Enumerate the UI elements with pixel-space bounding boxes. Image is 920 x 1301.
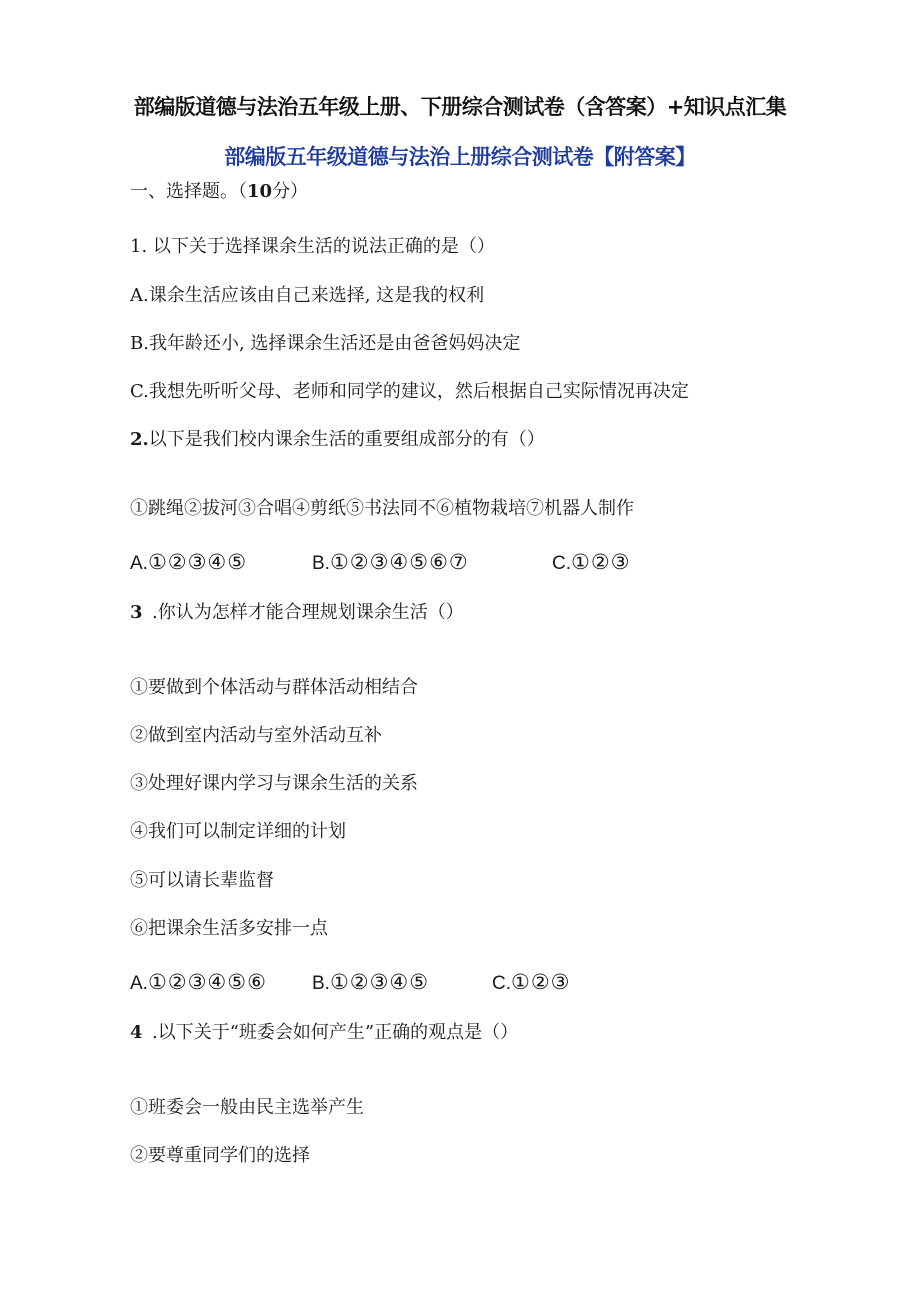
question-3-stem [130, 601, 464, 625]
question-2-option-a-letter: A. [130, 553, 148, 574]
question-3-item: ②做到室内活动与室外活动互补 [130, 725, 382, 746]
question-3-option-b [312, 969, 429, 997]
question-1-option-c: C.我想先听听父母、老师和同学的建议，然后根据自己实际情况再决定 [130, 381, 689, 402]
question-3-option-c-letter: C. [492, 973, 511, 994]
question-2-option-b-letter: B. [312, 553, 330, 574]
question-2-option-b [312, 549, 469, 577]
section-label: 一、选择题。（ [130, 181, 247, 202]
question-2-stem [130, 428, 545, 452]
question-3-item: ⑤可以请长辈监督 [130, 870, 274, 891]
question-3-option-b-text: ①②③④⑤ [329, 970, 430, 994]
question-1-option-a: A.课余生活应该由自己来选择, 这是我的权利 [130, 285, 485, 306]
question-4-text: .以下关于“班委会如何产生”正确的观点是（） [152, 1022, 519, 1043]
question-1-stem: 1. 以下关于选择课余生活的说法正确的是（） [130, 236, 495, 257]
document-title: 部编版道德与法治五年级上册、下册综合测试卷（含答案）+知识点汇集 [133, 95, 787, 119]
question-3-option-a-letter: A. [130, 973, 148, 994]
question-4-number: 4 [130, 1022, 143, 1043]
question-3-item: ⑥把课余生活多安排一点 [130, 918, 328, 939]
question-2-text: 以下是我们校内课余生活的重要组成部分的有（） [148, 429, 545, 450]
question-3-option-a [130, 969, 267, 997]
question-3-item: ④我们可以制定详细的计划 [130, 821, 346, 842]
question-2-number: 2. [130, 429, 149, 450]
test-subtitle: 部编版五年级道德与法治上册综合测试卷【附答案】 [224, 145, 696, 169]
question-4-item: ②要尊重同学们的选择 [130, 1145, 310, 1166]
question-1-option-b: B.我年龄还小, 选择课余生活还是由爸爸妈妈决定 [130, 333, 521, 354]
question-3-option-b-letter: B. [312, 973, 330, 994]
question-4-item: ①班委会一般由民主选举产生 [130, 1097, 364, 1118]
question-3-item: ③处理好课内学习与课余生活的关系 [130, 773, 418, 794]
question-3-text: .你认为怎样才能合理规划课余生活（） [152, 602, 464, 623]
section-heading [130, 180, 308, 204]
question-3-option-a-text: ①②③④⑤⑥ [147, 970, 267, 994]
question-3-option-c [492, 969, 570, 997]
question-3-number: 3 [130, 602, 143, 623]
section-score-suffix: 分） [272, 181, 309, 202]
question-3-option-c-text: ①②③ [511, 970, 571, 994]
section-score: 10 [247, 181, 273, 202]
question-2-option-c-text: ①②③ [571, 550, 631, 574]
question-2-items: ①跳绳②拔河③合唱④剪纸⑤书法同不⑥植物栽培⑦机器人制作 [130, 498, 634, 519]
question-3-item: ①要做到个体活动与群体活动相结合 [130, 677, 418, 698]
question-2-option-b-text: ①②③④⑤⑥⑦ [329, 550, 469, 574]
question-2-option-c-letter: C. [552, 553, 571, 574]
question-2-option-a-text: ①②③④⑤ [147, 550, 248, 574]
question-2-option-a [130, 549, 247, 577]
question-4-stem [130, 1021, 518, 1045]
question-2-option-c [552, 549, 630, 577]
